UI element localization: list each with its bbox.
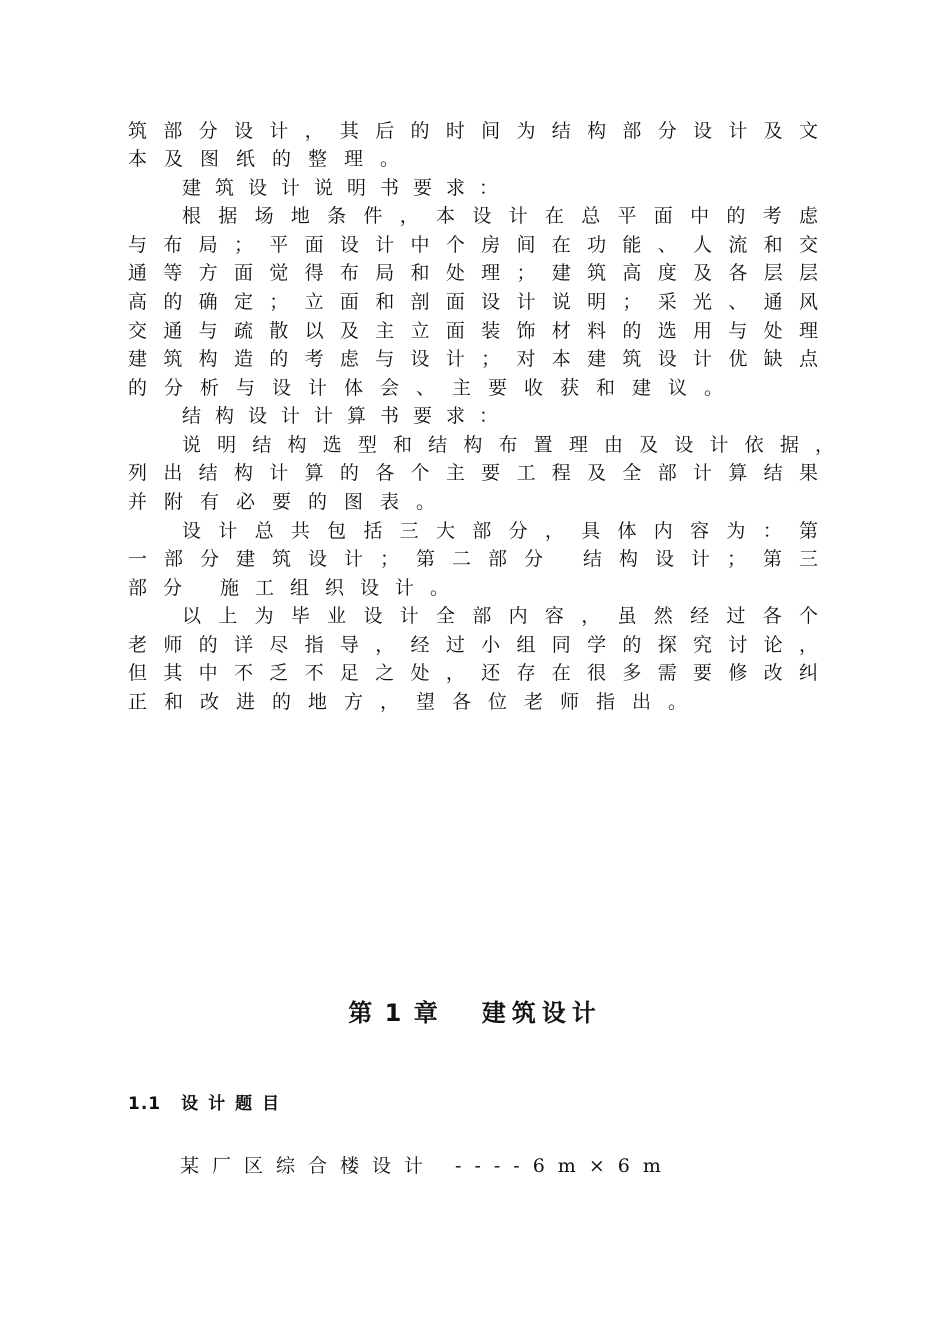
text-line: 筑部分设计，其后的时间为结构部分设计及文	[128, 120, 818, 142]
section-number: 1.1	[128, 1094, 162, 1114]
section-title: 设计题目	[181, 1094, 290, 1114]
text-line: 部分 施工组织设计。	[128, 577, 466, 599]
chapter-heading	[0, 997, 950, 1029]
chapter-title: 建筑设计	[481, 999, 602, 1027]
text-line: 以上为毕业设计全部内容，虽然经过各个	[182, 605, 818, 627]
text-line: 高的确定；立面和剖面设计说明；采光、通风	[128, 291, 818, 313]
text-line: 一部分建筑设计；第二部分 结构设计；第三	[128, 548, 818, 570]
text-line: 建筑构造的考虑与设计；对本建筑设计优缺点	[128, 348, 818, 370]
text-line: 并附有必要的图表。	[128, 491, 453, 513]
text-line: 列出结构计算的各个主要工程及全部计算结果	[128, 462, 818, 484]
text-line: 设计总共包括三大部分，具体内容为：第	[182, 520, 818, 542]
section-heading-architecture-requirements: 建筑设计说明书要求：	[182, 177, 513, 199]
text-line: 根据场地条件，本设计在总平面中的考虑	[182, 205, 818, 227]
text-line: 老师的详尽指导，经过小组同学的探究讨论，	[128, 634, 818, 656]
text-line: 通等方面觉得布局和处理；建筑高度及各层层	[128, 262, 818, 284]
text-line: 的分析与设计体会、主要收获和建议。	[128, 377, 741, 399]
section-heading-structure-requirements: 结构设计计算书要求：	[182, 405, 513, 427]
text-line: 正和改进的地方，望各位老师指出。	[128, 691, 705, 713]
text-line: 但其中不乏不足之处，还存在很多需要修改纠	[128, 662, 818, 684]
section-heading	[128, 1092, 289, 1116]
project-title: 某厂区综合楼设计 ----6m×6m	[180, 1155, 674, 1177]
chapter-number: 第 1 章	[348, 999, 440, 1027]
text-line: 本及图纸的整理。	[128, 148, 417, 170]
text-line: 交通与疏散以及主立面装饰材料的选用与处理	[128, 320, 818, 342]
text-line: 与布局；平面设计中个房间在功能、人流和交	[128, 234, 818, 256]
text-line: 说明结构选型和结构布置理由及设计依据，	[182, 434, 834, 456]
